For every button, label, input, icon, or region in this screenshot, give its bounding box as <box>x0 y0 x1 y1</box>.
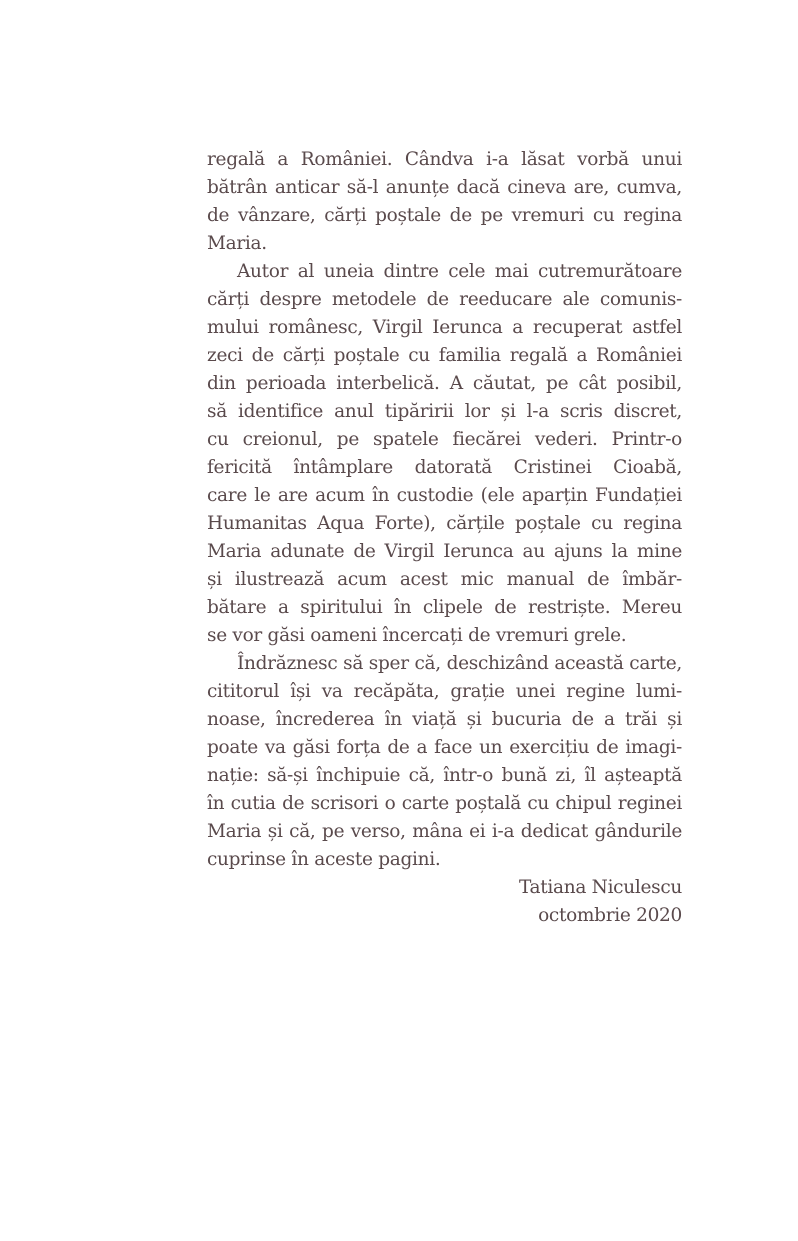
text-line: bătare a spiritului în clipele de restriște. Mereu <box>207 597 682 618</box>
text-line: Îndrăznesc să sper că, deschizând această carte, <box>237 653 682 674</box>
text-line: se vor găsi oameni încercați de vremuri grele. <box>207 625 627 646</box>
text-line: Maria. <box>207 233 267 254</box>
text-line: să identifice anul tipăririi lor și l-a scris discret, <box>207 401 682 422</box>
text-line: Maria adunate de Virgil Ierunca au ajuns la mine <box>207 541 682 562</box>
paragraph <box>207 258 682 650</box>
text-line: cititorul își va recăpăta, grație unei regine lumi- <box>207 681 682 702</box>
text-line: cuprinse în aceste pagini. <box>207 849 441 870</box>
text-line: și ilustrează acum acest mic manual de îmbăr- <box>207 569 682 590</box>
text-line: care le are acum în custodie (ele aparțin Fundației <box>207 485 682 506</box>
text-line: din perioada interbelică. A căutat, pe cât posibil, <box>207 373 682 394</box>
text-line: de vânzare, cărți poștale de pe vremuri cu regina <box>207 205 682 226</box>
text-line: în cutia de scrisori o carte poștală cu chipul reginei <box>207 793 682 814</box>
paragraph <box>207 650 682 874</box>
text-line: cărți despre metodele de reeducare ale comunis- <box>207 289 682 310</box>
text-line: regală a României. Cândva i-a lăsat vorbă unui <box>207 149 682 170</box>
book-page-text <box>207 146 682 930</box>
text-line: zeci de cărți poștale cu familia regală a României <box>207 345 682 366</box>
text-line: Humanitas Aqua Forte), cărțile poștale cu regina <box>207 513 682 534</box>
text-line: bătrân anticar să-l anunțe dacă cineva are, cumva, <box>207 177 682 198</box>
text-line: cu creionul, pe spatele fiecărei vederi. Printr-o <box>207 429 682 450</box>
text-line: Autor al uneia dintre cele mai cutremurătoare <box>237 261 682 282</box>
text-line: noase, încrederea în viață și bucuria de a trăi și <box>207 709 682 730</box>
text-line: Maria și că, pe verso, mâna ei i-a dedicat gândurile <box>207 821 682 842</box>
text-line: mului românesc, Virgil Ierunca a recuperat astfel <box>207 317 682 338</box>
signature-author: Tatiana Niculescu <box>518 877 682 898</box>
signature-date: octombrie 2020 <box>538 905 682 926</box>
text-line: fericită întâmplare datorată Cristinei Cioabă, <box>207 457 682 478</box>
paragraph <box>207 146 682 258</box>
text-line: poate va găsi forța de a face un exercițiu de imagi- <box>207 737 682 758</box>
text-line: nație: să-și închipuie că, într-o bună zi, îl așteaptă <box>207 765 682 786</box>
